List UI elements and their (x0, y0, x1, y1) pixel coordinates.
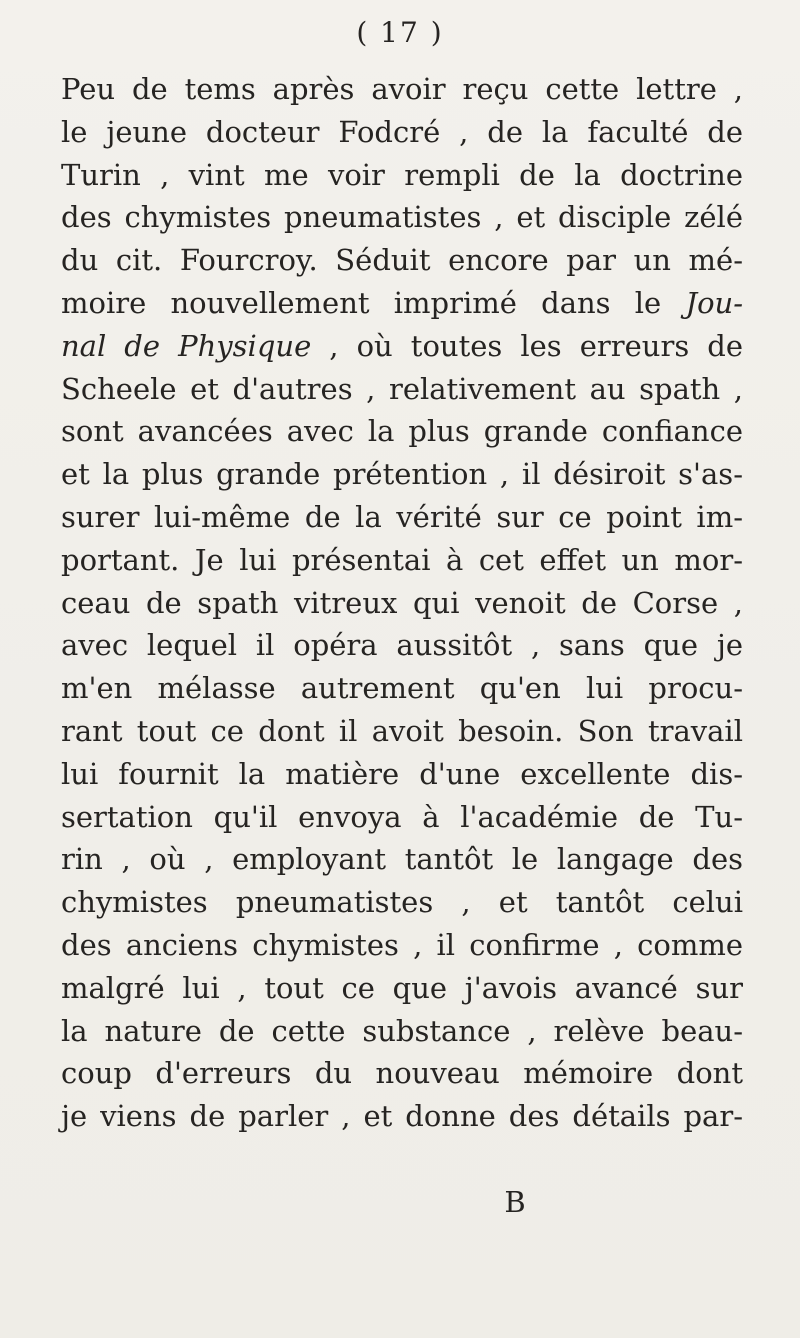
text-segment: moire nouvellement imprimé dans le (61, 285, 686, 320)
text-line: ceau de spath vitreux qui venoit de Corse , (61, 585, 743, 620)
text-line: je viens de parler , et donne des détails par- (61, 1099, 743, 1134)
text-line: sont avancées avec la plus grande confiance (61, 414, 743, 449)
text-line: portant. Je lui présentai à cet effet un mor- (61, 542, 743, 577)
text-segment: , où toutes les erreurs de (311, 328, 743, 363)
text-line: avec lequel il opéra aussitôt , sans que je (61, 628, 743, 663)
text-line: des chymistes pneumatistes , et disciple zélé (61, 200, 743, 235)
text-line: m'en mélasse autrement qu'en lui procu- (61, 671, 743, 706)
text-line: rin , où , employant tantôt le langage des (61, 842, 743, 877)
body-text (61, 68, 743, 1138)
text-line (61, 325, 743, 368)
page-number: ( 17 ) (356, 16, 444, 49)
text-line: le jeune docteur Fodcré , de la faculté de (61, 114, 743, 149)
text-line: surer lui-même de la vérité sur ce point im- (61, 499, 743, 534)
text-line: malgré lui , tout ce que j'avois avancé sur (61, 970, 743, 1005)
text-line: des anciens chymistes , il confirme , comme (61, 927, 743, 962)
text-line (61, 282, 743, 325)
text-line: et la plus grande prétention , il désiroit s'as- (61, 457, 743, 492)
journal-title-part-1: Jou- (685, 285, 743, 320)
journal-title-part-2: nal de Physique (61, 328, 312, 363)
text-line: la nature de cette substance , relève beau- (61, 1013, 743, 1048)
signature-mark: B (504, 1185, 526, 1219)
text-line: Turin , vint me voir rempli de la doctrine (61, 157, 743, 192)
text-line: rant tout ce dont il avoit besoin. Son travail (61, 713, 743, 748)
text-line: lui fournit la matière d'une excellente dis- (61, 756, 743, 791)
text-line: Scheele et d'autres , relativement au spath , (61, 371, 743, 406)
text-line: coup d'erreurs du nouveau mémoire dont (61, 1056, 743, 1091)
text-line: sertation qu'il envoya à l'académie de Tu- (61, 799, 743, 834)
text-line: du cit. Fourcroy. Séduit encore par un mé- (61, 243, 743, 278)
text-line: Peu de tems après avoir reçu cette lettre , (61, 72, 743, 106)
text-line: chymistes pneumatistes , et tantôt celui (61, 885, 743, 920)
